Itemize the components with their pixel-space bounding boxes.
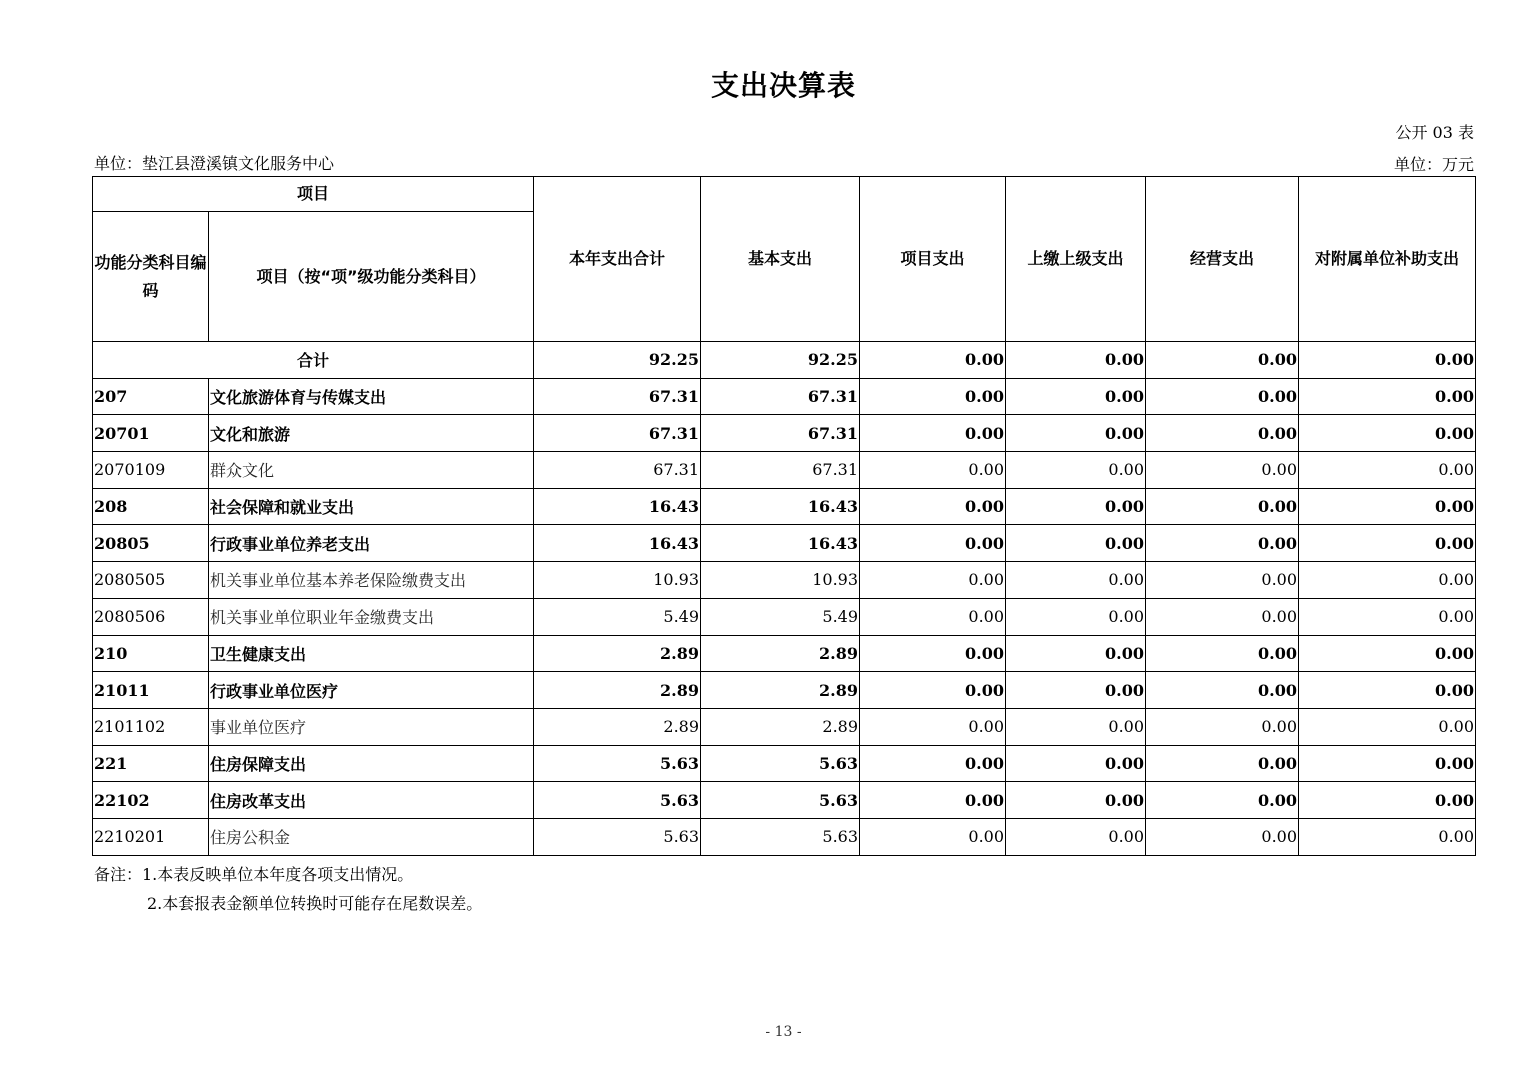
total-row: [93, 342, 1476, 379]
total-cell-upper: 0.00: [1006, 342, 1146, 379]
row-name: 机关事业单位基本养老保险缴费支出: [209, 562, 534, 599]
row-project: 0.00: [860, 635, 1006, 672]
row-business: 0.00: [1146, 598, 1299, 635]
header-code: 功能分类科目编码: [93, 212, 209, 342]
row-basic: 5.63: [701, 745, 860, 782]
row-basic: 5.49: [701, 598, 860, 635]
expenditure-table: [92, 176, 1476, 856]
table-row: [93, 818, 1476, 855]
currency-unit: 单位：万元: [1393, 155, 1474, 174]
row-basic: 2.89: [701, 672, 860, 709]
row-code: 2101102: [93, 708, 209, 745]
row-business: 0.00: [1146, 562, 1299, 599]
table-row: [93, 782, 1476, 819]
row-name: 事业单位医疗: [209, 708, 534, 745]
row-upper: 0.00: [1006, 525, 1146, 562]
row-upper: 0.00: [1006, 415, 1146, 452]
row-upper: 0.00: [1006, 708, 1146, 745]
page-number: - 13 -: [765, 1024, 802, 1040]
header-subsidy: 对附属单位补助支出: [1299, 177, 1476, 342]
row-total: 5.63: [534, 818, 701, 855]
row-total: 67.31: [534, 378, 701, 415]
row-subsidy: 0.00: [1299, 635, 1476, 672]
row-name: 住房改革支出: [209, 782, 534, 819]
row-project: 0.00: [860, 415, 1006, 452]
row-project: 0.00: [860, 818, 1006, 855]
row-basic: 67.31: [701, 378, 860, 415]
table-row: [93, 378, 1476, 415]
row-project: 0.00: [860, 525, 1006, 562]
row-total: 2.89: [534, 672, 701, 709]
row-name: 文化和旅游: [209, 415, 534, 452]
row-project: 0.00: [860, 378, 1006, 415]
row-upper: 0.00: [1006, 488, 1146, 525]
row-name: 社会保障和就业支出: [209, 488, 534, 525]
row-business: 0.00: [1146, 452, 1299, 489]
row-project: 0.00: [860, 488, 1006, 525]
row-upper: 0.00: [1006, 562, 1146, 599]
row-subsidy: 0.00: [1299, 782, 1476, 819]
row-upper: 0.00: [1006, 672, 1146, 709]
table-row: [93, 452, 1476, 489]
row-subsidy: 0.00: [1299, 415, 1476, 452]
header-upper: 上缴上级支出: [1006, 177, 1146, 342]
table-row: [93, 488, 1476, 525]
row-total: 2.89: [534, 708, 701, 745]
row-name: 文化旅游体育与传媒支出: [209, 378, 534, 415]
row-upper: 0.00: [1006, 818, 1146, 855]
row-basic: 5.63: [701, 818, 860, 855]
table-row: [93, 635, 1476, 672]
header-business: 经营支出: [1146, 177, 1299, 342]
row-basic: 67.31: [701, 452, 860, 489]
page-title: 支出决算表: [710, 69, 856, 102]
form-number: 公开 03 表: [1395, 123, 1474, 142]
row-total: 5.63: [534, 782, 701, 819]
row-code: 2070109: [93, 452, 209, 489]
table-row: [93, 672, 1476, 709]
row-basic: 16.43: [701, 488, 860, 525]
row-total: 16.43: [534, 525, 701, 562]
note-line-1: 备注：1.本表反映单位本年度各项支出情况。: [94, 865, 414, 884]
row-total: 2.89: [534, 635, 701, 672]
row-total: 10.93: [534, 562, 701, 599]
row-code: 221: [93, 745, 209, 782]
row-basic: 67.31: [701, 415, 860, 452]
row-business: 0.00: [1146, 672, 1299, 709]
row-code: 20701: [93, 415, 209, 452]
row-upper: 0.00: [1006, 782, 1146, 819]
row-basic: 10.93: [701, 562, 860, 599]
table-row: [93, 708, 1476, 745]
row-name: 群众文化: [209, 452, 534, 489]
row-business: 0.00: [1146, 415, 1299, 452]
row-project: 0.00: [860, 672, 1006, 709]
row-code: 207: [93, 378, 209, 415]
row-business: 0.00: [1146, 818, 1299, 855]
row-business: 0.00: [1146, 782, 1299, 819]
row-total: 67.31: [534, 452, 701, 489]
row-code: 2080506: [93, 598, 209, 635]
total-label: 合计: [93, 342, 534, 379]
row-total: 5.63: [534, 745, 701, 782]
header-name: 项目（按“项”级功能分类科目）: [209, 212, 534, 342]
row-total: 16.43: [534, 488, 701, 525]
header-project: 项目支出: [860, 177, 1006, 342]
row-total: 5.49: [534, 598, 701, 635]
row-upper: 0.00: [1006, 745, 1146, 782]
row-code: 210: [93, 635, 209, 672]
row-project: 0.00: [860, 452, 1006, 489]
row-subsidy: 0.00: [1299, 745, 1476, 782]
row-code: 208: [93, 488, 209, 525]
row-upper: 0.00: [1006, 452, 1146, 489]
row-code: 22102: [93, 782, 209, 819]
row-subsidy: 0.00: [1299, 562, 1476, 599]
table-row: [93, 525, 1476, 562]
total-cell-business: 0.00: [1146, 342, 1299, 379]
note-line-2: 2.本套报表金额单位转换时可能存在尾数误差。: [147, 894, 483, 913]
row-project: 0.00: [860, 562, 1006, 599]
row-subsidy: 0.00: [1299, 488, 1476, 525]
row-upper: 0.00: [1006, 378, 1146, 415]
row-name: 住房公积金: [209, 818, 534, 855]
row-project: 0.00: [860, 745, 1006, 782]
row-subsidy: 0.00: [1299, 525, 1476, 562]
total-cell-subsidy: 0.00: [1299, 342, 1476, 379]
total-cell-basic: 92.25: [701, 342, 860, 379]
row-name: 机关事业单位职业年金缴费支出: [209, 598, 534, 635]
row-business: 0.00: [1146, 525, 1299, 562]
reporting-unit: 单位：垫江县澄溪镇文化服务中心: [94, 154, 335, 173]
row-basic: 2.89: [701, 708, 860, 745]
row-name: 卫生健康支出: [209, 635, 534, 672]
row-project: 0.00: [860, 782, 1006, 819]
row-business: 0.00: [1146, 708, 1299, 745]
row-business: 0.00: [1146, 488, 1299, 525]
row-subsidy: 0.00: [1299, 452, 1476, 489]
row-name: 行政事业单位养老支出: [209, 525, 534, 562]
row-business: 0.00: [1146, 635, 1299, 672]
row-basic: 16.43: [701, 525, 860, 562]
row-basic: 2.89: [701, 635, 860, 672]
header-basic: 基本支出: [701, 177, 860, 342]
row-subsidy: 0.00: [1299, 818, 1476, 855]
row-subsidy: 0.00: [1299, 708, 1476, 745]
row-upper: 0.00: [1006, 598, 1146, 635]
row-code: 21011: [93, 672, 209, 709]
row-subsidy: 0.00: [1299, 672, 1476, 709]
total-cell-total: 92.25: [534, 342, 701, 379]
table-row: [93, 415, 1476, 452]
row-total: 67.31: [534, 415, 701, 452]
row-code: 2210201: [93, 818, 209, 855]
table-row: [93, 562, 1476, 599]
row-business: 0.00: [1146, 378, 1299, 415]
row-subsidy: 0.00: [1299, 598, 1476, 635]
row-subsidy: 0.00: [1299, 378, 1476, 415]
row-name: 住房保障支出: [209, 745, 534, 782]
row-name: 行政事业单位医疗: [209, 672, 534, 709]
row-code: 20805: [93, 525, 209, 562]
table-row: [93, 598, 1476, 635]
header-total: 本年支出合计: [534, 177, 701, 342]
table-row: [93, 745, 1476, 782]
row-code: 2080505: [93, 562, 209, 599]
row-business: 0.00: [1146, 745, 1299, 782]
header-project-group: 项目: [93, 177, 534, 212]
total-cell-project: 0.00: [860, 342, 1006, 379]
notes: [94, 860, 482, 918]
row-basic: 5.63: [701, 782, 860, 819]
row-project: 0.00: [860, 598, 1006, 635]
row-upper: 0.00: [1006, 635, 1146, 672]
row-project: 0.00: [860, 708, 1006, 745]
